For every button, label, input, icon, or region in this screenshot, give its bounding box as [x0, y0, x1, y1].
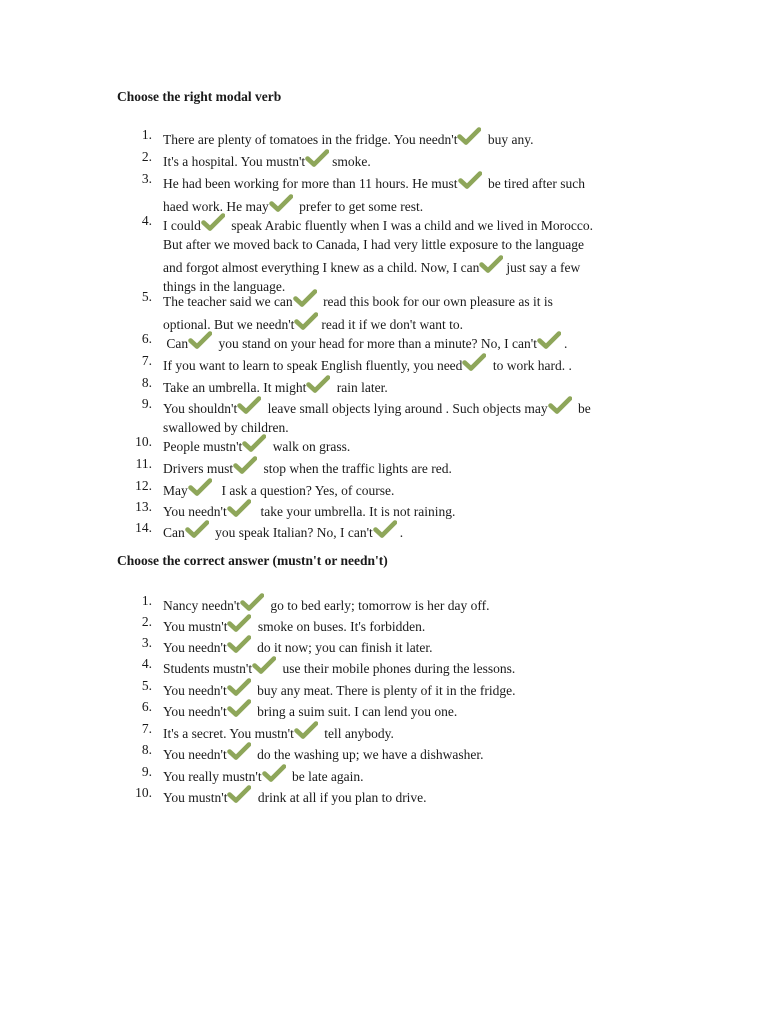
text-segment: You needn't — [163, 747, 227, 762]
item-text — [163, 720, 653, 743]
item-text — [163, 126, 653, 149]
item-line — [163, 395, 653, 418]
text-segment: You needn't — [163, 704, 227, 719]
text-segment: buy any. — [484, 132, 534, 147]
checkmark-icon — [294, 720, 318, 740]
text-segment: be — [574, 401, 591, 416]
item-line — [163, 235, 653, 254]
checkmark-icon — [373, 519, 397, 539]
text-segment: There are plenty of tomatoes in the fridge. You needn't — [163, 132, 458, 147]
item-line — [163, 374, 653, 397]
text-segment: to work hard. . — [489, 358, 572, 373]
text-segment: I ask a question? Yes, of course. — [214, 483, 395, 498]
text-segment: speak Arabic fluently when I was a child and we lived in Morocco. — [227, 218, 594, 233]
item-text — [163, 698, 653, 721]
text-segment: and forgot almost everything I knew as a child. Now, I can — [163, 260, 480, 275]
text-segment: But after we moved back to Canada, I had very little exposure to the language — [163, 237, 584, 252]
text-segment: rain later. — [333, 380, 388, 395]
item-line — [163, 148, 653, 171]
text-segment: smoke. — [332, 154, 371, 169]
item-line — [163, 254, 653, 277]
checkmark-icon — [294, 311, 318, 331]
checkmark-icon — [227, 613, 251, 633]
text-segment: You shouldn't — [163, 401, 238, 416]
text-segment: Can — [163, 336, 189, 351]
text-segment: Drivers must — [163, 461, 234, 476]
text-segment: You needn't — [163, 640, 227, 655]
checkmark-icon — [269, 193, 293, 213]
text-segment: stop when the traffic lights are red. — [260, 461, 452, 476]
item-number: 10. — [135, 785, 152, 800]
text-segment: optional. But we needn't — [163, 317, 295, 332]
item-line — [163, 498, 653, 521]
item-number: 4. — [141, 213, 152, 228]
item-line — [163, 655, 653, 678]
checkmark-icon — [233, 455, 257, 475]
item-text — [163, 352, 653, 375]
checkmark-icon — [227, 677, 251, 697]
item-line — [163, 477, 653, 500]
item-line — [163, 126, 653, 149]
item-text — [163, 655, 653, 678]
text-segment: People mustn't — [163, 439, 243, 454]
checkmark-icon — [227, 698, 251, 718]
text-segment: haed work. He may — [163, 199, 269, 214]
checkmark-icon — [227, 784, 251, 804]
item-number: 3. — [141, 171, 152, 186]
text-segment: take your umbrella. It is not raining. — [253, 504, 456, 519]
item-line — [163, 519, 653, 542]
item-line — [163, 330, 653, 353]
item-number: 5. — [141, 289, 152, 304]
checkmark-icon — [537, 330, 561, 350]
text-segment: . — [399, 525, 404, 540]
item-text — [163, 741, 653, 764]
item-text — [163, 212, 653, 296]
checkmark-icon — [548, 395, 572, 415]
item-text — [163, 498, 653, 521]
item-line — [163, 613, 653, 636]
item-text — [163, 592, 653, 615]
checkmark-icon — [305, 148, 329, 168]
item-line — [163, 212, 653, 235]
checkmark-icon — [242, 433, 266, 453]
checkmark-icon — [201, 212, 225, 232]
item-text — [163, 634, 653, 657]
item-line — [163, 634, 653, 657]
text-segment: read this book for our own pleasure as it is — [319, 294, 553, 309]
text-segment: May — [163, 483, 188, 498]
text-segment: do the washing up; we have a dishwasher. — [253, 747, 484, 762]
item-number: 2. — [141, 614, 152, 629]
item-text — [163, 763, 653, 786]
text-segment: swallowed by children. — [163, 420, 289, 435]
text-segment: walk on grass. — [269, 439, 351, 454]
item-text — [163, 784, 653, 807]
item-text — [163, 433, 653, 456]
text-segment: Take an umbrella. It might — [163, 380, 307, 395]
item-line — [163, 698, 653, 721]
item-number: 1. — [141, 127, 152, 142]
text-segment: be tired after such — [484, 176, 586, 191]
text-segment: It's a hospital. You mustn't — [163, 154, 306, 169]
text-segment: just say a few — [506, 260, 581, 275]
text-segment: smoke on buses. It's forbidden. — [254, 619, 426, 634]
item-number: 6. — [141, 331, 152, 346]
checkmark-icon — [240, 592, 264, 612]
item-line — [163, 170, 653, 193]
item-text — [163, 330, 653, 353]
text-segment: use their mobile phones during the lessons. — [279, 661, 516, 676]
checkmark-icon — [479, 254, 503, 274]
item-line — [163, 288, 653, 311]
item-text — [163, 677, 653, 700]
item-line — [163, 677, 653, 700]
section-1-heading: Choose the right modal verb — [117, 89, 282, 104]
checkmark-icon — [293, 288, 317, 308]
checkmark-icon — [185, 519, 209, 539]
item-number: 10. — [135, 434, 152, 449]
item-number: 5. — [141, 678, 152, 693]
text-segment: prefer to get some rest. — [295, 199, 424, 214]
checkmark-icon — [227, 634, 251, 654]
text-segment: read it if we don't want to. — [321, 317, 463, 332]
item-text — [163, 477, 653, 500]
text-segment: If you want to learn to speak English fluently, you need — [163, 358, 463, 373]
checkmark-icon — [227, 498, 251, 518]
text-segment: Students mustn't — [163, 661, 253, 676]
text-segment: drink at all if you plan to drive. — [254, 790, 427, 805]
text-segment: . — [563, 336, 568, 351]
item-text — [163, 374, 653, 397]
text-segment: you speak Italian? No, I can't — [211, 525, 373, 540]
item-line — [163, 352, 653, 375]
text-segment: do it now; you can finish it later. — [253, 640, 433, 655]
text-segment: I could — [163, 218, 201, 233]
text-segment: bring a suim suit. I can lend you one. — [253, 704, 458, 719]
item-text — [163, 395, 653, 437]
checkmark-icon — [252, 655, 276, 675]
checkmark-icon — [457, 126, 481, 146]
text-segment: go to bed early; tomorrow is her day off. — [267, 598, 490, 613]
item-text — [163, 455, 653, 478]
text-segment: You mustn't — [163, 619, 228, 634]
checkmark-icon — [306, 374, 330, 394]
item-number: 6. — [141, 699, 152, 714]
item-number: 3. — [141, 635, 152, 650]
item-number: 12. — [135, 478, 152, 493]
item-text — [163, 288, 653, 334]
item-line — [163, 763, 653, 786]
item-line — [163, 741, 653, 764]
text-segment: You needn't — [163, 683, 227, 698]
text-segment: It's a secret. You mustn't — [163, 726, 294, 741]
text-segment: He had been working for more than 11 hours. He must — [163, 176, 458, 191]
text-segment: You needn't — [163, 504, 227, 519]
text-segment: The teacher said we can — [163, 294, 293, 309]
text-segment: tell anybody. — [320, 726, 394, 741]
item-text — [163, 170, 653, 216]
item-number: 2. — [141, 149, 152, 164]
checkmark-icon — [188, 330, 212, 350]
item-line — [163, 592, 653, 615]
item-number: 7. — [141, 353, 152, 368]
text-segment: leave small objects lying around . Such objects may — [264, 401, 548, 416]
item-number: 14. — [135, 520, 152, 535]
checkmark-icon — [462, 352, 486, 372]
item-number: 1. — [141, 593, 152, 608]
item-text — [163, 148, 653, 171]
item-line — [163, 455, 653, 478]
item-line — [163, 784, 653, 807]
text-segment: be late again. — [288, 769, 364, 784]
checkmark-icon — [227, 741, 251, 761]
section-2-heading: Choose the correct answer (mustn't or needn't) — [117, 553, 388, 568]
item-number: 9. — [141, 396, 152, 411]
text-segment: things in the language. — [163, 279, 286, 294]
item-number: 4. — [141, 656, 152, 671]
text-segment: you stand on your head for more than a minute? No, I can't — [215, 336, 537, 351]
item-number: 9. — [141, 764, 152, 779]
item-number: 7. — [141, 721, 152, 736]
text-segment: You really mustn't — [163, 769, 262, 784]
item-text — [163, 613, 653, 636]
checkmark-icon — [458, 170, 482, 190]
item-number: 11. — [135, 456, 152, 471]
item-number: 8. — [141, 375, 152, 390]
item-line — [163, 433, 653, 456]
checkmark-icon — [262, 763, 286, 783]
item-number: 13. — [135, 499, 152, 514]
checkmark-icon — [237, 395, 261, 415]
text-segment: Nancy needn't — [163, 598, 241, 613]
item-line — [163, 720, 653, 743]
text-segment: buy any meat. There is plenty of it in the fridge. — [253, 683, 516, 698]
checkmark-icon — [188, 477, 212, 497]
item-text — [163, 519, 653, 542]
text-segment: Can — [163, 525, 185, 540]
text-segment: You mustn't — [163, 790, 228, 805]
item-number: 8. — [141, 742, 152, 757]
